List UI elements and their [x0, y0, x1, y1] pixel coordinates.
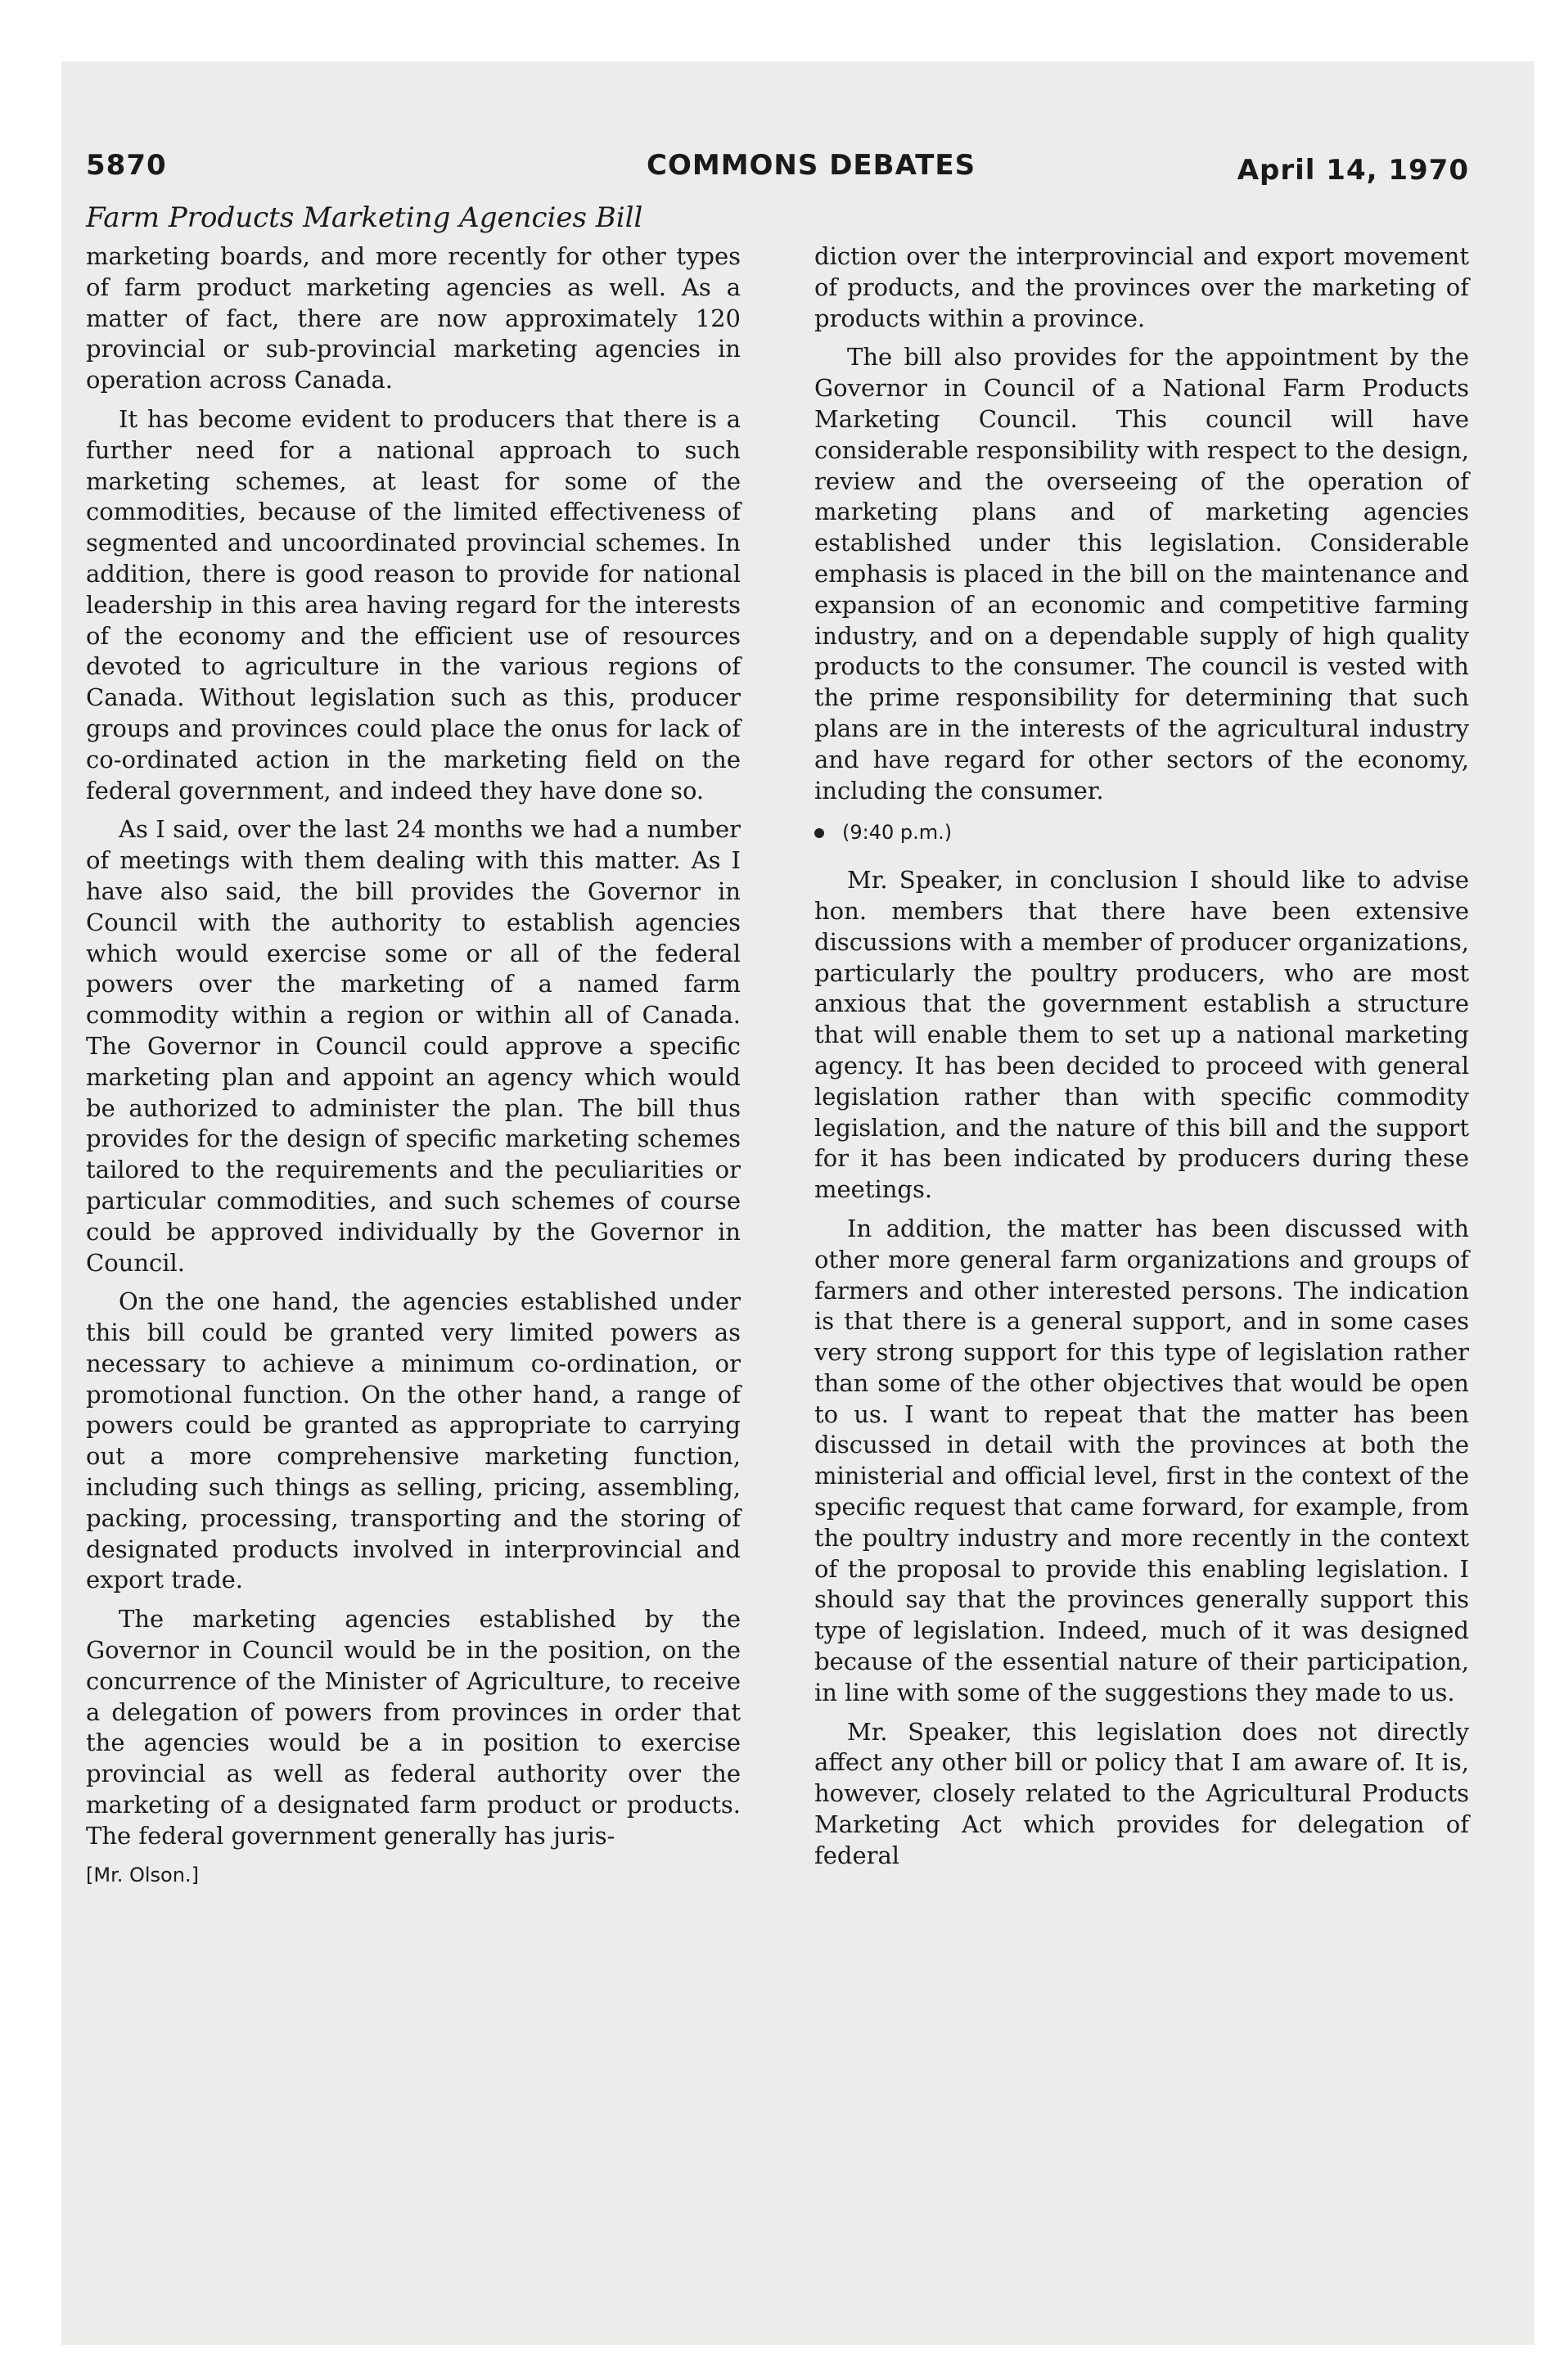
- right-column: [814, 241, 1469, 1891]
- running-head: Farm Products Marketing Agencies Bill: [86, 201, 643, 234]
- time-stamp-row: [814, 818, 1469, 849]
- bullet-icon: [814, 828, 824, 838]
- paragraph: On the one hand, the agencies established under this bill could be granted very limited powers as necessary to achieve a minimum co-ordination, or promotional function. On the other hand, a range of powers could be granted as appropriate to carrying out a more comprehensive marketing function, including such things as selling, pricing, assembling, packing, processing, transporting and the storing of designated products involved in interprovincial and export trade.: [86, 1287, 741, 1594]
- paragraph: Mr. Speaker, in conclusion I should like to advise hon. members that there have been extensive discussions with a member of producer organizations, particularly the poultry producers, who are most anxious that the government establish a structure that will enable them to set up a national marketing agency. It has been decided to proceed with general legislation rather than with specific commodity legislation, and the nature of this bill and the support for it has been indicated by producers during these meetings.: [814, 866, 1469, 1204]
- text-columns: [86, 241, 1469, 1891]
- time-stamp: (9:40 p.m.): [842, 821, 953, 845]
- hansard-page: [86, 82, 1469, 1886]
- paragraph: diction over the interprovincial and export movement of products, and the provinces over the marketing of products within a province.: [814, 242, 1469, 332]
- left-column: [86, 241, 741, 1891]
- debate-date: April 14, 1970: [1237, 154, 1469, 187]
- paragraph: marketing boards, and more recently for other types of farm product marketing agencies as well. As a matter of fact, there are now approximately 120 provincial or sub-provincial marketing agencies in operation across Canada.: [86, 242, 741, 394]
- paragraph: The bill also provides for the appointment by the Governor in Council of a National Farm Products Marketing Council. This council will have considerable responsibility with respect to the design, review and the overseeing of the operation of marketing plans and of marketing agencies established under this legislation. Considerable emphasis is placed in the bill on the maintenance and expansion of an economic and competitive farming industry, and on a dependable supply of high quality products to the consumer. The council is vested with the prime responsibility for determining that such plans are in the interests of the agricultural industry and have regard for other sectors of the economy, including the consumer.: [814, 343, 1469, 805]
- paragraph: The marketing agencies established by the Governor in Council would be in the position, on the concurrence of the Minister of Agriculture, to receive a delegation of powers from provinces in order that the agencies would be a in position to exercise provincial as well as federal authority over the marketing of a designated farm product or products. The federal government generally has juris-: [86, 1605, 741, 1850]
- paragraph: It has become evident to producers that there is a further need for a national approach to such marketing schemes, at least for some of the commodities, because of the limited effectiveness of segmented and uncoordinated provincial schemes. In addition, there is good reason to provide for national leadership in this area having regard for the interests of the economy and the efficient use of resources devoted to agriculture in the various regions of Canada. Without legislation such as this, producer groups and provinces could place the onus for lack of co-ordinated action in the marketing field on the federal government, and indeed they have done so.: [86, 404, 741, 805]
- paragraph: Mr. Speaker, this legislation does not directly affect any other bill or policy that I am aware of. It is, however, closely related to the Agricultural Products Marketing Act which provides for delegation of federal: [814, 1717, 1469, 1869]
- speaker-attribution: [Mr. Olson.]: [86, 1863, 199, 1886]
- page-header: [86, 82, 1469, 187]
- page-number: 5870: [86, 149, 167, 182]
- paragraph: As I said, over the last 24 months we had a number of meetings with them dealing with this matter. As I have also said, the bill provides the Governor in Council with the authority to establish agencies which would exercise some or all of the federal powers over the marketing of a named farm commodity within a region or within all of Canada. The Governor in Council could approve a specific marketing plan and appoint an agency which would be authorized to administer the plan. The bill thus provides for the design of specific marketing schemes tailored to the requirements and the peculiarities or particular commodities, and such schemes of course could be approved individually by the Governor in Council.: [86, 815, 741, 1277]
- publication-title: COMMONS DEBATES: [647, 149, 976, 182]
- paragraph: In addition, the matter has been discussed with other more general farm organizations and groups of farmers and other interested persons. The indication is that there is a general support, and in some cases very strong support for this type of legislation rather than some of the other objectives that would be open to us. I want to repeat that the matter has been discussed in detail with the provinces at both the ministerial and official level, first in the context of the specific request that came forward, for example, from the poultry industry and more recently in the context of the proposal to provide this enabling legislation. I should say that the provinces generally support this type of legislation. Indeed, much of it was designed because of the essential nature of their participation, in line with some of the suggestions they made to us.: [814, 1214, 1469, 1706]
